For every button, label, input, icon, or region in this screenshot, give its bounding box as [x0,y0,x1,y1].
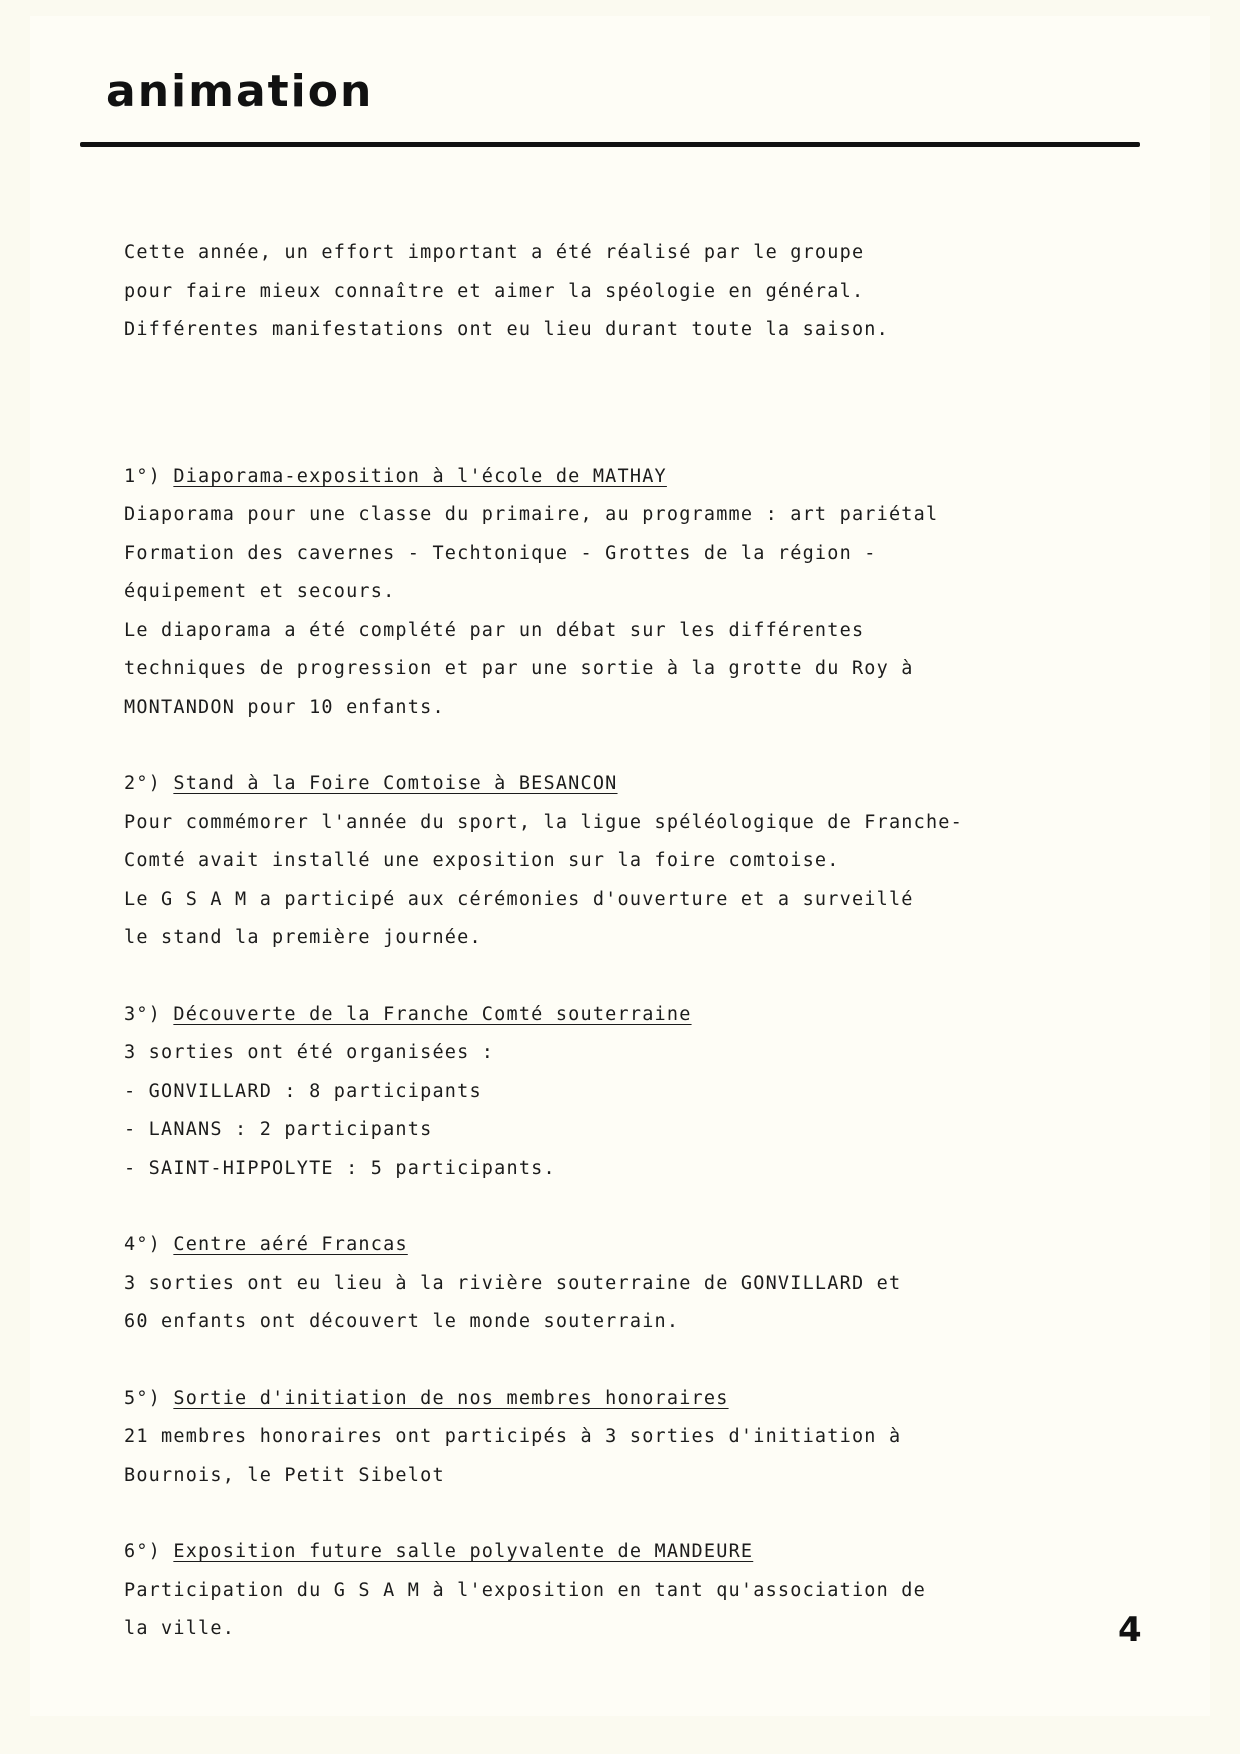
section-line: Diaporama pour une classe du primaire, au programme : art pariétal [124,504,939,525]
section-line: 21 membres honoraires ont participés à 3 sorties d'initiation à [124,1426,902,1447]
section-line: le stand la première journée. [124,927,482,948]
section-line: - SAINT-HIPPOLYTE : 5 participants. [124,1157,556,1179]
section-6 [124,1533,1124,1649]
section-heading [124,1380,1124,1419]
section-number: 4°) [124,1234,162,1255]
section-line: Le G S A M a participé aux cérémonies d'ouverture et a surveillé [124,888,914,910]
section-line: Comté avait installé une exposition sur la foire comtoise. [124,850,840,871]
section-line: Pour commémorer l'année du sport, la ligue spéléologique de Franche- [124,811,963,833]
section-heading [124,765,1124,804]
page-number: 4 [1118,1610,1142,1650]
section-title: Diaporama-exposition à l'école de MATHAY [173,465,667,487]
section-line: 60 enfants ont découvert le monde souterrain. [124,1311,680,1332]
section-number: 1°) [124,465,162,487]
section-line: équipement et secours. [124,581,396,602]
section-title: Stand à la Foire Comtoise à BESANCON [173,773,618,794]
section-number: 6°) [124,1541,162,1562]
section-heading [124,1533,1124,1572]
intro-line: Cette année, un effort important a été réalisé par le groupe [124,242,865,263]
section-heading [124,1226,1124,1265]
section-line: 3 sorties ont eu lieu à la rivière souterraine de GONVILLARD et [124,1272,902,1294]
document-body [124,234,1124,1687]
section-title: Sortie d'initiation de nos membres honoraires [173,1387,729,1409]
section-2 [124,765,1124,958]
intro-line: Différentes manifestations ont eu lieu durant toute la saison. [124,319,889,340]
section-4 [124,1226,1124,1342]
section-3 [124,996,1124,1189]
section-line: techniques de progression et par une sortie à la grotte du Roy à [124,658,914,679]
title-rule [80,142,1140,147]
section-5 [124,1380,1124,1496]
section-number: 3°) [124,1003,162,1025]
section-line: Participation du G S A M à l'exposition en tant qu'association de [124,1579,926,1601]
section-line: Formation des cavernes - Techtonique - Grottes de la région - [124,542,877,564]
intro-paragraph [124,234,1124,350]
section-number: 5°) [124,1387,162,1409]
section-heading [124,458,1124,497]
section-title: Centre aéré Francas [173,1234,408,1255]
section-1 [124,458,1124,728]
intro-line: pour faire mieux connaître et aimer la spéologie en général. [124,280,865,302]
section-line: Le diaporama a été complété par un débat sur les différentes [124,619,865,641]
section-title: Exposition future salle polyvalente de MANDEURE [173,1541,754,1562]
section-line: - GONVILLARD : 8 participants [124,1080,482,1102]
section-title: Découverte de la Franche Comté souterraine [173,1003,692,1025]
page-title: animation [106,66,374,117]
section-number: 2°) [124,773,162,794]
section-line: MONTANDON pour 10 enfants. [124,696,445,718]
section-line: 3 sorties ont été organisées : [124,1042,495,1063]
section-line: la ville. [124,1618,236,1639]
section-heading [124,996,1124,1035]
section-line: Bournois, le Petit Sibelot [124,1464,445,1486]
section-line: - LANANS : 2 participants [124,1119,433,1140]
